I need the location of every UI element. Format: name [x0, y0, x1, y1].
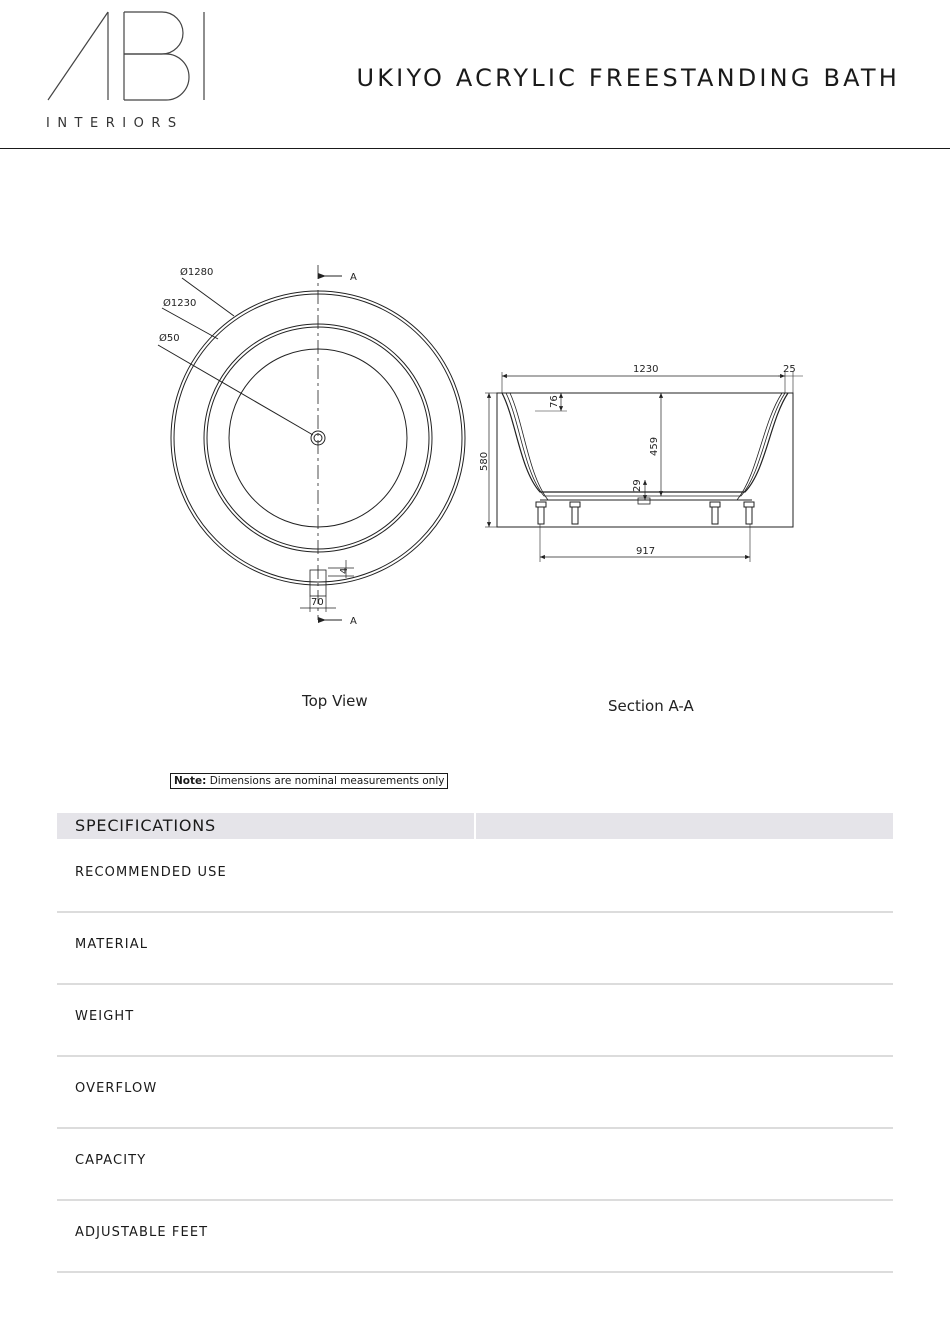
top-view-caption: Top View	[302, 692, 368, 710]
spec-label: WEIGHT	[75, 1009, 135, 1024]
spec-row-material	[57, 911, 893, 985]
spec-label: ADJUSTABLE FEET	[75, 1225, 209, 1240]
spec-row-weight	[57, 983, 893, 1057]
dim-water-depth: 459	[649, 436, 660, 456]
section-view-caption: Section A-A	[608, 697, 694, 715]
spec-label: OVERFLOW	[75, 1081, 158, 1096]
spec-label: MATERIAL	[75, 937, 149, 952]
section-arrow-top	[318, 273, 326, 279]
spec-row-overflow	[57, 1055, 893, 1129]
dim-overall-width: 1230	[633, 364, 659, 375]
specifications-header	[57, 813, 893, 839]
spec-row-recommended-use	[57, 839, 893, 913]
dim-overall-height: 580	[479, 451, 490, 471]
leader-outer	[182, 278, 234, 316]
spec-row-adjustable-feet	[57, 1199, 893, 1273]
logo-subtext: INTERIORS	[46, 116, 184, 131]
section-arrow-bottom	[318, 617, 326, 623]
spec-label: CAPACITY	[75, 1153, 147, 1168]
note-text: Dimensions are nominal measurements only	[209, 775, 445, 787]
spec-row-capacity	[57, 1127, 893, 1201]
section-view-drawing	[485, 372, 803, 562]
dim-waste-diameter: Ø50	[159, 333, 180, 344]
dim-rim-thickness: 25	[783, 364, 796, 375]
top-view-drawing	[158, 265, 465, 620]
spec-label: RECOMMENDED USE	[75, 865, 227, 880]
dim-rim-lip: 76	[549, 395, 560, 408]
specifications-title: SPECIFICATIONS	[75, 816, 217, 835]
dim-base-width: 917	[636, 546, 656, 557]
technical-drawings	[0, 150, 950, 750]
dimensions-note	[170, 773, 448, 789]
dim-outer-diameter: Ø1280	[180, 267, 214, 278]
section-label-top: A	[350, 272, 357, 283]
dim-inner-diameter: Ø1230	[163, 298, 197, 309]
abi-logo-mark	[44, 10, 214, 110]
header-divider	[0, 148, 950, 149]
dim-overflow-depth: 4	[339, 567, 350, 574]
document-title: UKIYO ACRYLIC FREESTANDING BATH	[356, 64, 900, 92]
note-label: Note:	[174, 775, 207, 787]
dim-base-offset: 29	[632, 479, 643, 492]
header-split	[474, 813, 476, 839]
section-label-bottom: A	[350, 616, 357, 627]
dim-overflow-width: 70	[311, 597, 324, 608]
leader-waste	[158, 345, 313, 435]
